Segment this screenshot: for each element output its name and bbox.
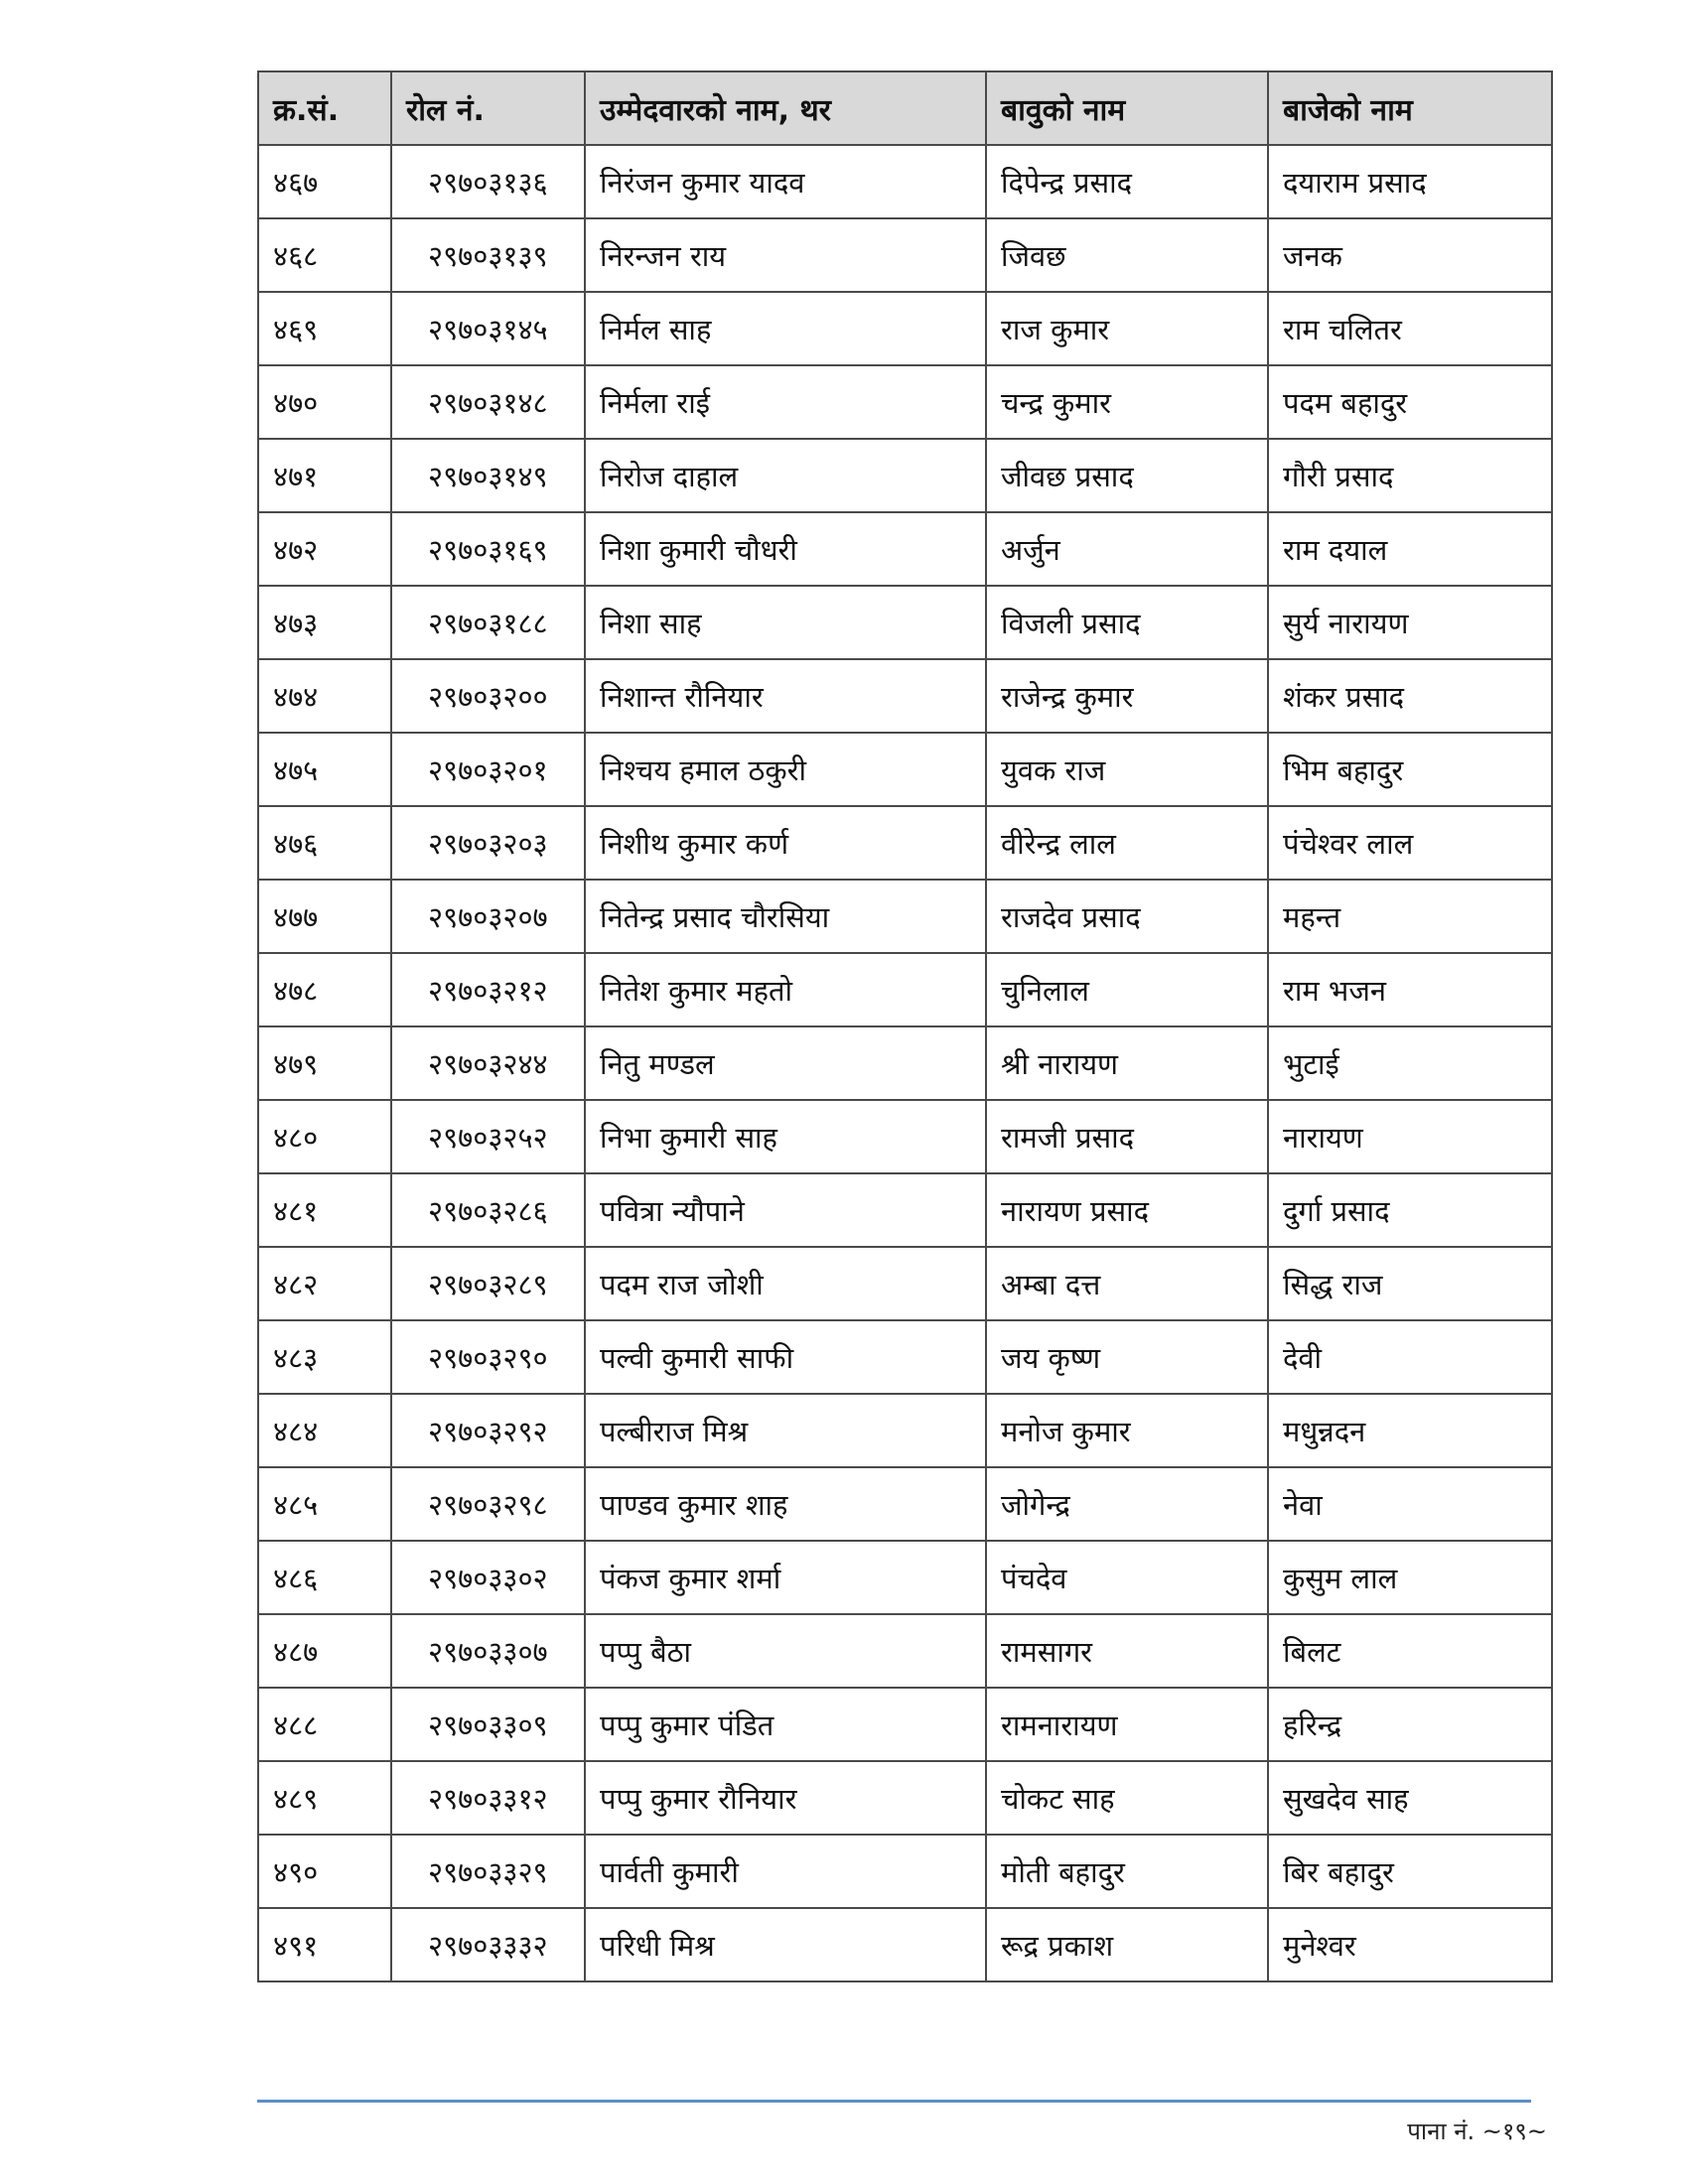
table-row — [258, 880, 1552, 953]
cell-candidate-name: पंकज कुमार शर्मा — [585, 1541, 986, 1614]
cell-father-name: रूद्र प्रकाश — [986, 1908, 1268, 1981]
table-row — [258, 292, 1552, 365]
cell-roll: २९७०३३२९ — [391, 1835, 585, 1908]
table-row — [258, 586, 1552, 659]
cell-roll: २९७०३३०९ — [391, 1688, 585, 1761]
header-candidate-name: उम्मेदवारको नाम, थर — [585, 71, 986, 145]
cell-roll: २९७०३१४५ — [391, 292, 585, 365]
header-father-name: बावुको नाम — [986, 71, 1268, 145]
table-row — [258, 1541, 1552, 1614]
cell-candidate-name: निशा साह — [585, 586, 986, 659]
candidate-list-table — [257, 70, 1553, 1982]
cell-grandfather-name: दुर्गा प्रसाद — [1268, 1173, 1552, 1247]
cell-serial: ४८० — [258, 1100, 391, 1173]
cell-father-name: पंचदेव — [986, 1541, 1268, 1614]
cell-roll: २९७०३२९८ — [391, 1467, 585, 1541]
cell-father-name: जय कृष्ण — [986, 1320, 1268, 1394]
cell-grandfather-name: राम चलितर — [1268, 292, 1552, 365]
cell-grandfather-name: राम दयाल — [1268, 512, 1552, 586]
table-row — [258, 1614, 1552, 1688]
cell-serial: ४८१ — [258, 1173, 391, 1247]
cell-roll: २९७०३२९० — [391, 1320, 585, 1394]
cell-roll: २९७०३१६९ — [391, 512, 585, 586]
cell-roll: २९७०३३०७ — [391, 1614, 585, 1688]
cell-serial: ४८७ — [258, 1614, 391, 1688]
cell-grandfather-name: देवी — [1268, 1320, 1552, 1394]
table-row — [258, 512, 1552, 586]
cell-roll: २९७०३२९२ — [391, 1394, 585, 1467]
table-row — [258, 1247, 1552, 1320]
header-roll: रोल नं. — [391, 71, 585, 145]
cell-candidate-name: निरन्जन राय — [585, 218, 986, 292]
table-row — [258, 1394, 1552, 1467]
cell-serial: ४७० — [258, 365, 391, 439]
cell-father-name: चोकट साह — [986, 1761, 1268, 1835]
cell-roll: २९७०३२०१ — [391, 733, 585, 806]
table-header — [258, 71, 1552, 145]
table-row — [258, 1173, 1552, 1247]
table-row — [258, 365, 1552, 439]
cell-serial: ४८८ — [258, 1688, 391, 1761]
cell-serial: ४६९ — [258, 292, 391, 365]
table-row — [258, 439, 1552, 512]
cell-father-name: मनोज कुमार — [986, 1394, 1268, 1467]
table-row — [258, 218, 1552, 292]
cell-grandfather-name: पंचेश्वर लाल — [1268, 806, 1552, 880]
cell-candidate-name: पाण्डव कुमार शाह — [585, 1467, 986, 1541]
table-row — [258, 806, 1552, 880]
cell-grandfather-name: बिर बहादुर — [1268, 1835, 1552, 1908]
table-row — [258, 733, 1552, 806]
cell-grandfather-name: राम भजन — [1268, 953, 1552, 1026]
cell-serial: ४८५ — [258, 1467, 391, 1541]
cell-candidate-name: पप्पु कुमार पंडित — [585, 1688, 986, 1761]
cell-father-name: चन्द्र कुमार — [986, 365, 1268, 439]
cell-serial: ४८२ — [258, 1247, 391, 1320]
cell-candidate-name: परिधी मिश्र — [585, 1908, 986, 1981]
cell-serial: ४६८ — [258, 218, 391, 292]
cell-grandfather-name: जनक — [1268, 218, 1552, 292]
table-row — [258, 145, 1552, 218]
table-row — [258, 1467, 1552, 1541]
table-row — [258, 1688, 1552, 1761]
cell-grandfather-name: हरिन्द्र — [1268, 1688, 1552, 1761]
cell-father-name: रामसागर — [986, 1614, 1268, 1688]
cell-father-name: अर्जुन — [986, 512, 1268, 586]
cell-candidate-name: पदम राज जोशी — [585, 1247, 986, 1320]
cell-grandfather-name: सुखदेव साह — [1268, 1761, 1552, 1835]
cell-father-name: चुनिलाल — [986, 953, 1268, 1026]
cell-grandfather-name: बिलट — [1268, 1614, 1552, 1688]
cell-candidate-name: निशीथ कुमार कर्ण — [585, 806, 986, 880]
cell-roll: २९७०३२५२ — [391, 1100, 585, 1173]
cell-roll: २९७०३१३९ — [391, 218, 585, 292]
cell-roll: २९७०३१४८ — [391, 365, 585, 439]
cell-grandfather-name: सुर्य नारायण — [1268, 586, 1552, 659]
cell-roll: २९७०३३०२ — [391, 1541, 585, 1614]
footer-divider — [257, 2100, 1531, 2103]
header-serial: क्र.सं. — [258, 71, 391, 145]
table-body — [258, 145, 1552, 1981]
cell-father-name: अम्बा दत्त — [986, 1247, 1268, 1320]
cell-father-name: रामजी प्रसाद — [986, 1100, 1268, 1173]
cell-father-name: जीवछ प्रसाद — [986, 439, 1268, 512]
table-row — [258, 1026, 1552, 1100]
cell-roll: २९७०३२८६ — [391, 1173, 585, 1247]
table-row — [258, 1100, 1552, 1173]
cell-father-name: राजेन्द्र कुमार — [986, 659, 1268, 733]
cell-candidate-name: निरोज दाहाल — [585, 439, 986, 512]
cell-candidate-name: निर्मल साह — [585, 292, 986, 365]
cell-father-name: युवक राज — [986, 733, 1268, 806]
cell-grandfather-name: मधुन्नदन — [1268, 1394, 1552, 1467]
cell-roll: २९७०३२४४ — [391, 1026, 585, 1100]
cell-serial: ४९१ — [258, 1908, 391, 1981]
cell-candidate-name: पल्बीराज मिश्र — [585, 1394, 986, 1467]
cell-serial: ४८९ — [258, 1761, 391, 1835]
cell-grandfather-name: नारायण — [1268, 1100, 1552, 1173]
cell-grandfather-name: भुटाई — [1268, 1026, 1552, 1100]
cell-candidate-name: नितेन्द्र प्रसाद चौरसिया — [585, 880, 986, 953]
cell-father-name: विजली प्रसाद — [986, 586, 1268, 659]
cell-candidate-name: निशान्त रौनियार — [585, 659, 986, 733]
table-row — [258, 1835, 1552, 1908]
table-row — [258, 1320, 1552, 1394]
cell-serial: ४७१ — [258, 439, 391, 512]
header-grandfather-name: बाजेको नाम — [1268, 71, 1552, 145]
cell-roll: २९७०३२१२ — [391, 953, 585, 1026]
cell-roll: २९७०३३१२ — [391, 1761, 585, 1835]
cell-roll: २९७०३२०७ — [391, 880, 585, 953]
cell-serial: ४७३ — [258, 586, 391, 659]
cell-father-name: रामनारायण — [986, 1688, 1268, 1761]
header-row — [258, 71, 1552, 145]
table-row — [258, 1761, 1552, 1835]
cell-grandfather-name: दयाराम प्रसाद — [1268, 145, 1552, 218]
cell-roll: २९७०३३३२ — [391, 1908, 585, 1981]
cell-roll: २९७०३१४९ — [391, 439, 585, 512]
cell-candidate-name: पवित्रा न्यौपाने — [585, 1173, 986, 1247]
cell-serial: ४८४ — [258, 1394, 391, 1467]
cell-roll: २९७०३१३६ — [391, 145, 585, 218]
cell-grandfather-name: सिद्ध राज — [1268, 1247, 1552, 1320]
cell-grandfather-name: भिम बहादुर — [1268, 733, 1552, 806]
cell-father-name: राज कुमार — [986, 292, 1268, 365]
cell-father-name: राजदेव प्रसाद — [986, 880, 1268, 953]
cell-candidate-name: पप्पु बैठा — [585, 1614, 986, 1688]
cell-serial: ४७८ — [258, 953, 391, 1026]
cell-serial: ४८६ — [258, 1541, 391, 1614]
cell-candidate-name: पल्वी कुमारी साफी — [585, 1320, 986, 1394]
cell-candidate-name: निश्चय हमाल ठकुरी — [585, 733, 986, 806]
cell-candidate-name: पप्पु कुमार रौनियार — [585, 1761, 986, 1835]
page-number: पाना नं. ~१९~ — [1407, 2117, 1547, 2145]
cell-candidate-name: निरंजन कुमार यादव — [585, 145, 986, 218]
cell-serial: ४७४ — [258, 659, 391, 733]
cell-candidate-name: पार्वती कुमारी — [585, 1835, 986, 1908]
cell-serial: ४७९ — [258, 1026, 391, 1100]
cell-roll: २९७०३२०३ — [391, 806, 585, 880]
cell-grandfather-name: मुनेश्वर — [1268, 1908, 1552, 1981]
cell-serial: ४७५ — [258, 733, 391, 806]
table-row — [258, 659, 1552, 733]
cell-grandfather-name: शंकर प्रसाद — [1268, 659, 1552, 733]
cell-father-name: दिपेन्द्र प्रसाद — [986, 145, 1268, 218]
cell-grandfather-name: पदम बहादुर — [1268, 365, 1552, 439]
cell-father-name: नारायण प्रसाद — [986, 1173, 1268, 1247]
cell-father-name: श्री नारायण — [986, 1026, 1268, 1100]
cell-father-name: जोगेन्द्र — [986, 1467, 1268, 1541]
table-row — [258, 1908, 1552, 1981]
cell-grandfather-name: कुसुम लाल — [1268, 1541, 1552, 1614]
cell-grandfather-name: गौरी प्रसाद — [1268, 439, 1552, 512]
cell-candidate-name: निशा कुमारी चौधरी — [585, 512, 986, 586]
cell-father-name: मोती बहादुर — [986, 1835, 1268, 1908]
cell-serial: ४६७ — [258, 145, 391, 218]
cell-roll: २९७०३१८८ — [391, 586, 585, 659]
cell-grandfather-name: नेवा — [1268, 1467, 1552, 1541]
cell-roll: २९७०३२०० — [391, 659, 585, 733]
cell-serial: ४७२ — [258, 512, 391, 586]
cell-candidate-name: निभा कुमारी साह — [585, 1100, 986, 1173]
cell-candidate-name: नितेश कुमार महतो — [585, 953, 986, 1026]
cell-grandfather-name: महन्त — [1268, 880, 1552, 953]
cell-serial: ४७६ — [258, 806, 391, 880]
cell-serial: ४८३ — [258, 1320, 391, 1394]
cell-father-name: वीरेन्द्र लाल — [986, 806, 1268, 880]
cell-roll: २९७०३२८९ — [391, 1247, 585, 1320]
cell-father-name: जिवछ — [986, 218, 1268, 292]
cell-candidate-name: नितु मण्डल — [585, 1026, 986, 1100]
cell-serial: ४७७ — [258, 880, 391, 953]
cell-candidate-name: निर्मला राई — [585, 365, 986, 439]
cell-serial: ४९० — [258, 1835, 391, 1908]
table-row — [258, 953, 1552, 1026]
